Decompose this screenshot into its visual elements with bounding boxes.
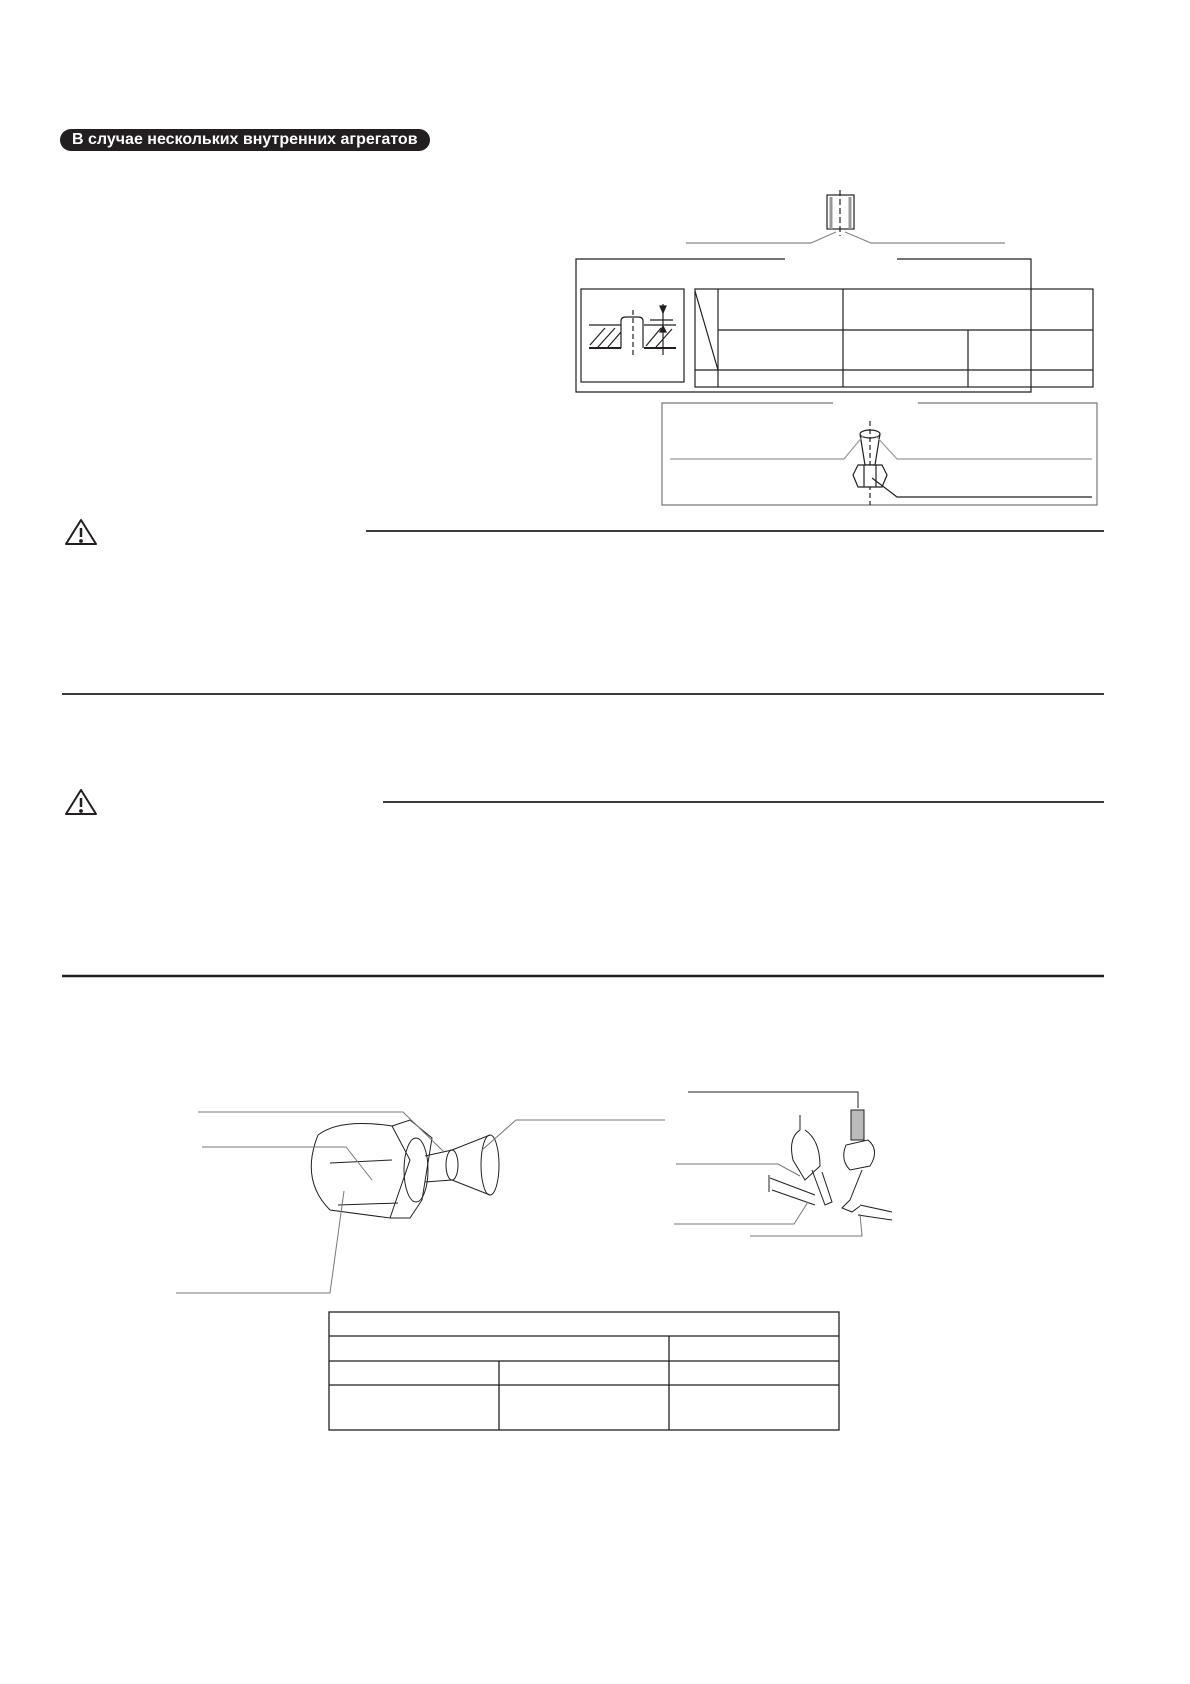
- warning-triangle-icon: [66, 790, 96, 814]
- warning-triangle-icon: [66, 520, 96, 544]
- flare-dimension-panel: [576, 259, 1093, 392]
- section-heading-badge: В случае нескольких внутренних агрегатов: [60, 129, 430, 151]
- flared-pipe-nut-panel: [662, 403, 1097, 505]
- two-wrench-tightening-illustration: [674, 1092, 892, 1236]
- torque-table: [329, 1312, 839, 1430]
- pipe-end-illustration: [686, 190, 1005, 243]
- flare-nut-illustration: [176, 1112, 665, 1293]
- flare-dimension-table: [695, 289, 1093, 387]
